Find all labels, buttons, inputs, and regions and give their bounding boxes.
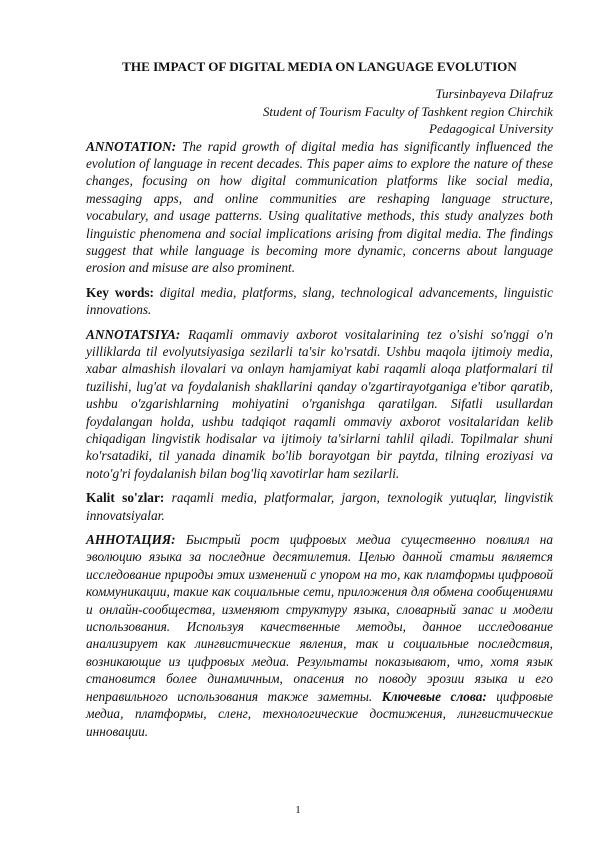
annotation-russian-text: Быстрый рост цифровых медиа существенно повлиял на эволюцию языка за последние десятилетия. Целью данной статьи является исследование природы этих изменений с упором на то, как платформы цифровой коммуникации, такие как социальные сети, приложения для обмена сообщениями и онлайн-сообщества, изменяют структуру языка, словарный запас и модели использования. Используя качественные методы, данное исследование анализирует как лингвистические явления, так и социальные последствия, возникающие из цифровых медиа. Результаты показывают, что, хотя язык становится более динамичным, опасения по поводу эрозии языка и его неправильного использования также заметны.	[86, 532, 553, 704]
page-number: 1	[295, 804, 301, 816]
annotation-uzbek	[86, 326, 553, 483]
annotation-english-label: ANNOTATION:	[86, 138, 177, 154]
annotation-russian	[86, 531, 553, 740]
annotation-english-text: The rapid growth of digital media has significantly influenced the evolution of language in recent decades. This paper aims to explore the nature of these changes, focusing on how digital communication platforms like social media, messaging apps, and online communities are reshaping language structure, vocabulary, and usage patterns. Using qualitative methods, this study analyzes both linguistic phenomena and social implications arising from digital media. The findings suggest that while language is becoming more dynamic, concerns about language erosion and misuse are also prominent.	[86, 138, 553, 276]
page-content	[86, 58, 553, 740]
keywords-english-text: digital media, platforms, slang, technological advancements, linguistic innovations.	[86, 284, 553, 318]
author-affiliation-line2: Pedagogical University	[429, 121, 553, 136]
keywords-russian-label: Ключевые слова:	[381, 688, 487, 704]
keywords-english-label: Key words:	[86, 284, 154, 300]
keywords-uzbek-label: Kalit so'zlar:	[86, 490, 165, 506]
keywords-english	[86, 284, 553, 319]
annotation-english	[86, 138, 553, 277]
keywords-uzbek-text: raqamli media, platformalar, jargon, texnologik yutuqlar, lingvistik innovatsiyalar.	[86, 490, 553, 523]
keywords-uzbek	[86, 489, 553, 524]
author-affiliation-line1: Student of Tourism Faculty of Tashkent region Chirchik	[262, 103, 553, 119]
annotation-uzbek-label: ANNOTATSIYA:	[86, 326, 181, 342]
annotation-uzbek-text: Raqamli ommaviy axborot vositalarining tez o'sishi so'nggi o'n yilliklarda til evolyutsiyasiga sezilarli ta'sir ko'rsatdi. Ushbu maqola ijtimoiy media, xabar almashish ilovalari va onlayn hamjamiyat kabi raqamli aloqa platformalari til tuzilishi, lug'at va foydalanish shakllarini qanday o'zgartirayotganiga e'tibor qaratib, ushbu o'zgarishlarning mohiyatini o'rganishga qaratilgan. Sifatli usullardan foydalangan holda, ushbu tadqiqot raqamli ommaviy axborot vositalaridan kelib chiqadigan lingvistik hodisalar va ijtimoiy ta'sirlarni tahlil qiladi. Topilmalar shuni ko'rsatadiki, til yanada dinamik bo'lib borayotgan bir paytda, tilning eroziyasi va noto'g'ri foydalanish bilan bog'liq xavotirlar ham sezilarli.	[86, 326, 553, 481]
paper-title: THE IMPACT OF DIGITAL MEDIA ON LANGUAGE EVOLUTION	[122, 59, 517, 74]
annotation-russian-label: АННОТАЦИЯ:	[86, 532, 176, 548]
author-name: Tursinbayeva Dilafruz	[435, 86, 553, 101]
keywords-russian-text: цифровые медиа, платформы, сленг, технологические достижения, лингвистические инновации.	[86, 688, 553, 739]
